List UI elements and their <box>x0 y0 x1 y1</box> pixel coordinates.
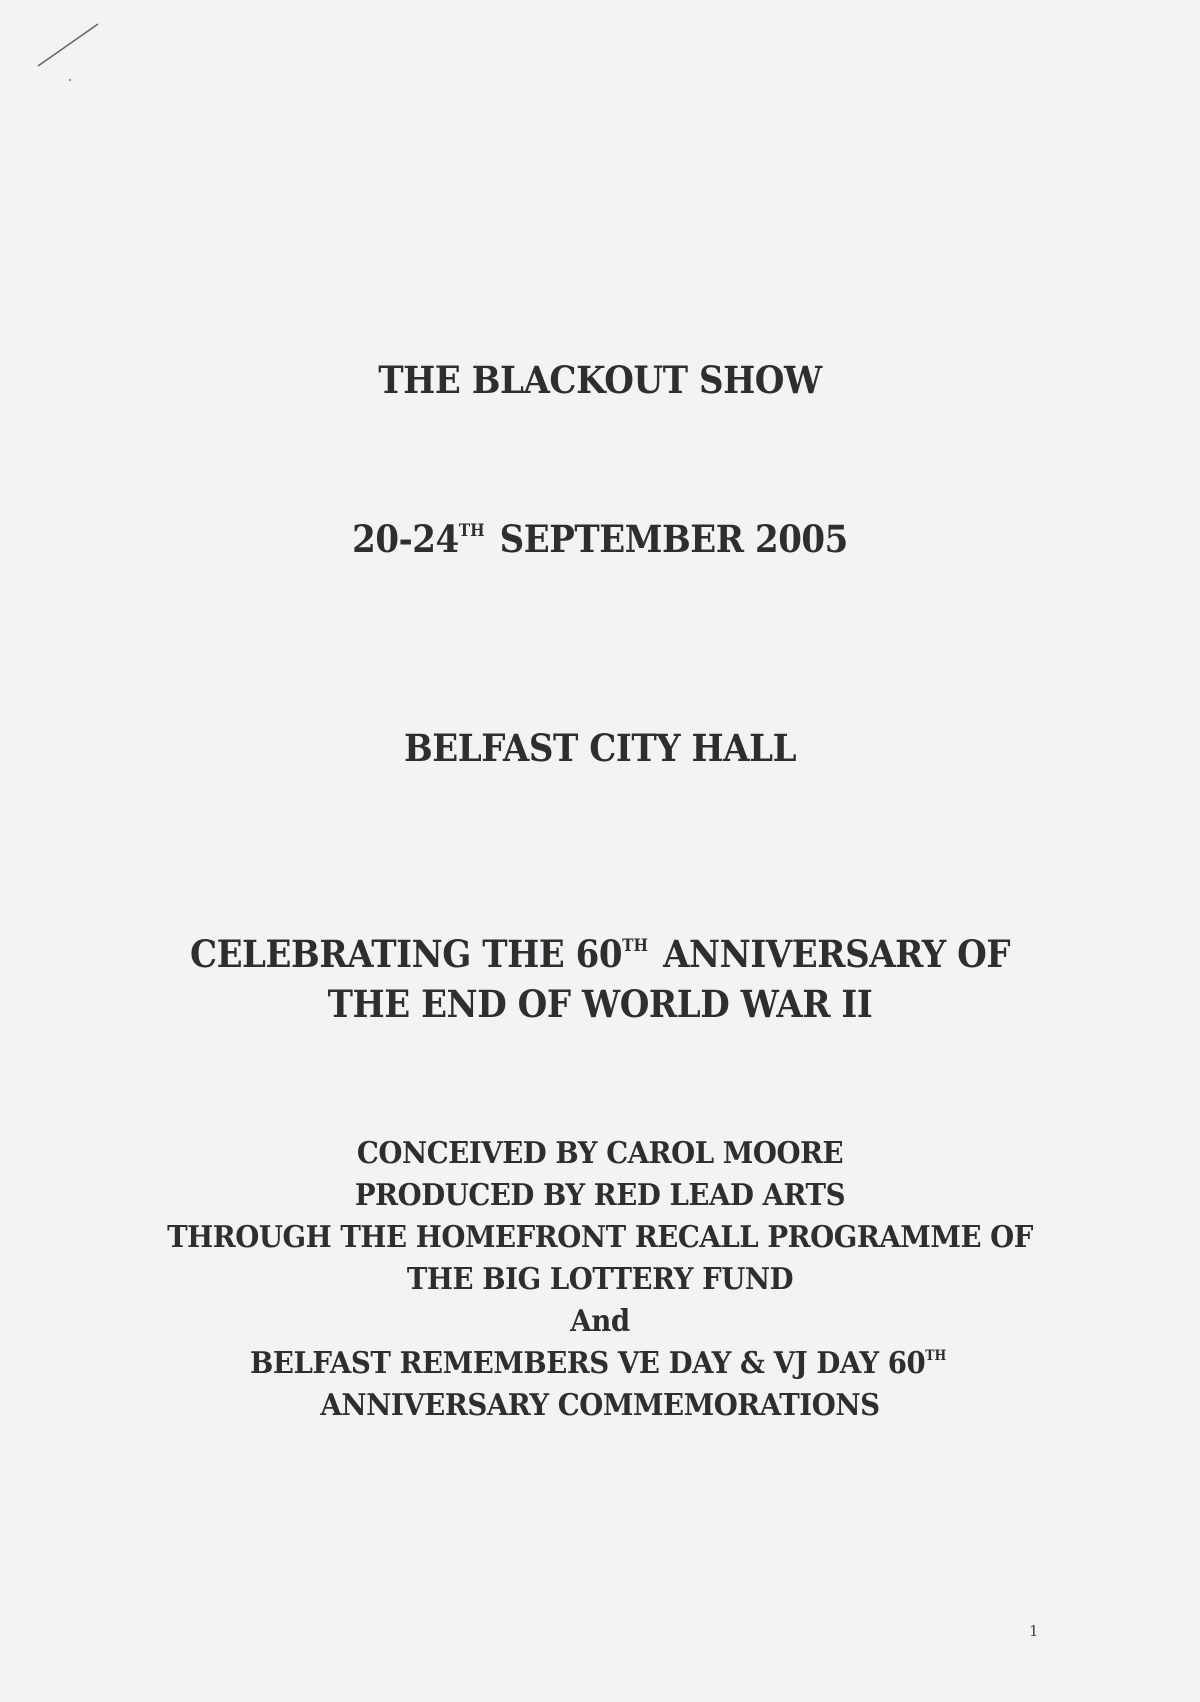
credits-line-4-text: THE BIG LOTTERY FUND <box>406 1262 794 1297</box>
date-suffix: TH <box>458 520 485 541</box>
venue <box>48 726 1152 770</box>
celebrating-rest: ANNIVERSARY OF <box>663 932 1011 976</box>
celebrating-sup: TH <box>622 935 648 956</box>
venue-text: BELFAST CITY HALL <box>403 726 797 770</box>
credits-line-6-sup: TH <box>925 1348 947 1365</box>
pen-mark <box>36 22 106 82</box>
celebrating-line-2 <box>48 982 1152 1026</box>
credits-line-7 <box>48 1388 1152 1423</box>
credits-line-1 <box>48 1136 1152 1171</box>
credits-line-5 <box>48 1304 1152 1339</box>
show-title-text: THE BLACKOUT SHOW <box>378 358 822 402</box>
celebrating-prefix: CELEBRATING THE 60 <box>189 932 623 976</box>
show-title <box>48 358 1152 402</box>
credits-line-3 <box>48 1220 1152 1255</box>
credits-line-6 <box>48 1346 1152 1381</box>
date-rest: SEPTEMBER 2005 <box>499 517 848 561</box>
credits-line-5-text: And <box>570 1304 630 1339</box>
page-number: 1 <box>1029 1622 1039 1640</box>
credits-line-2-text: PRODUCED BY RED LEAD ARTS <box>354 1178 846 1213</box>
celebrating-line-1 <box>48 932 1152 976</box>
credits-line-6-text: BELFAST REMEMBERS VE DAY & VJ DAY 60 <box>250 1346 926 1381</box>
credits-line-1-text: CONCEIVED BY CAROL MOORE <box>356 1136 844 1171</box>
date-prefix: 20-24 <box>352 517 459 561</box>
credits-line-2 <box>48 1178 1152 1213</box>
credits-line-3-text: THROUGH THE HOMEFRONT RECALL PROGRAMME OF <box>167 1220 1033 1255</box>
show-dates <box>48 517 1152 561</box>
celebrating-line-2-text: THE END OF WORLD WAR II <box>327 982 873 1026</box>
credits-line-4 <box>48 1262 1152 1297</box>
credits-line-7-text: ANNIVERSARY COMMEMORATIONS <box>320 1388 880 1423</box>
